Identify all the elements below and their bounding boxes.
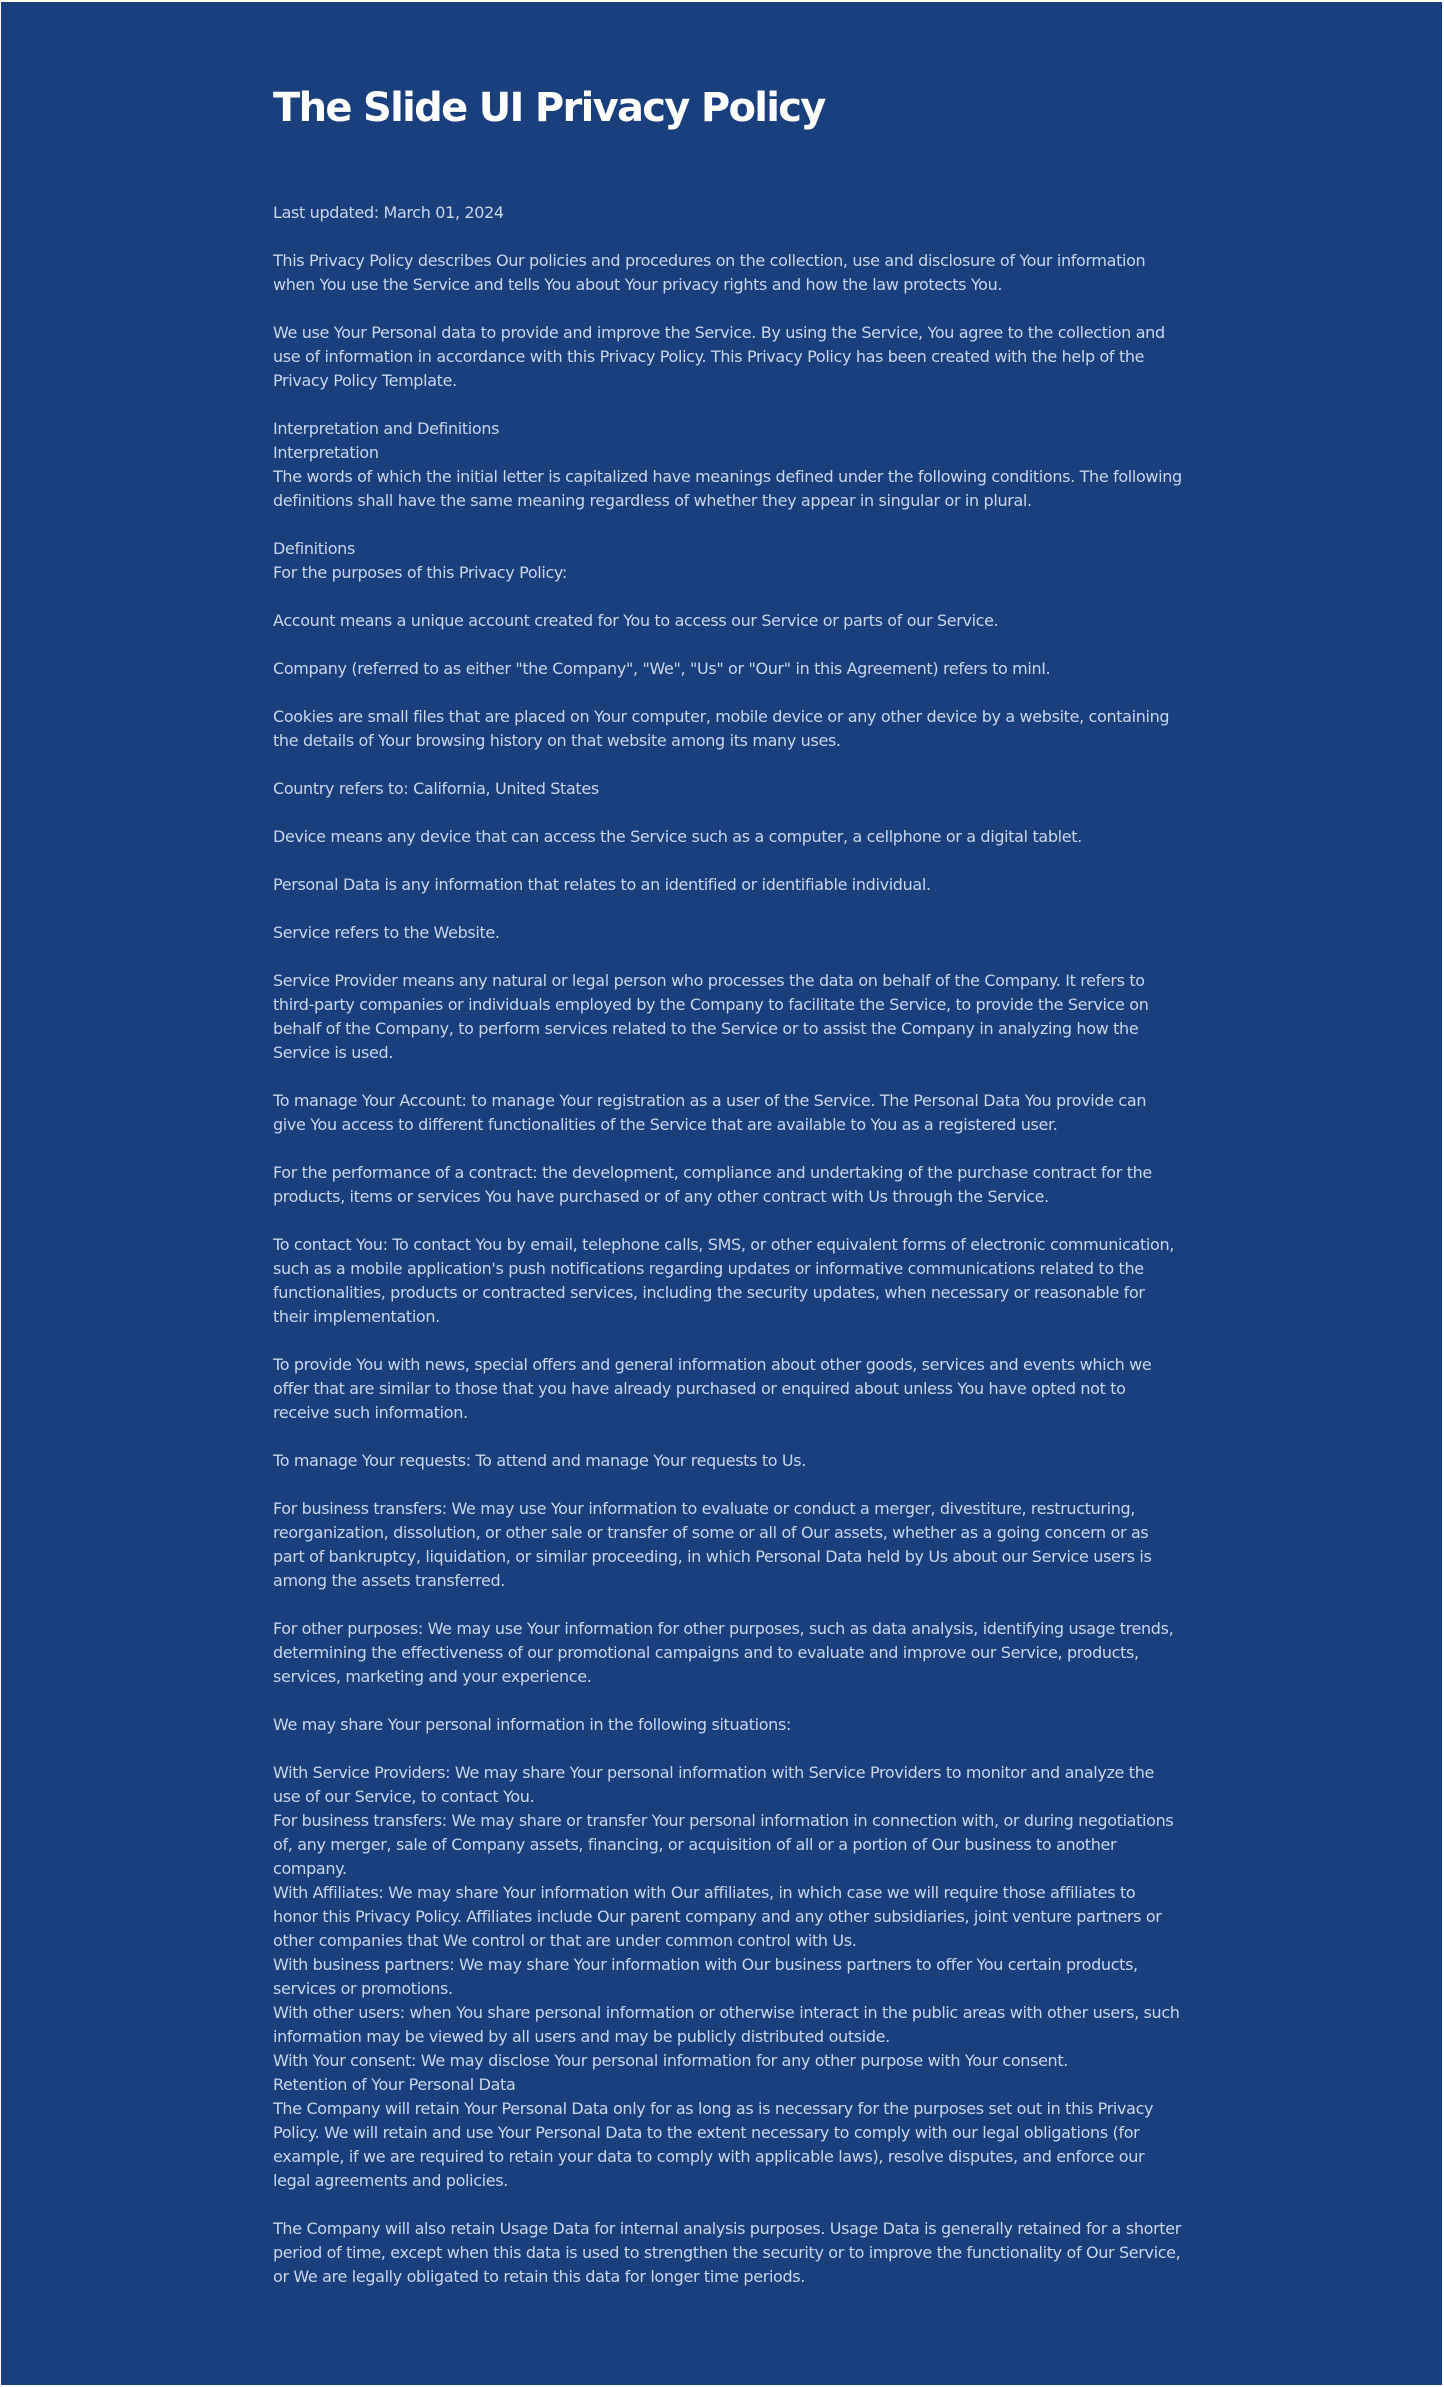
definition-account: Account means a unique account created for You to access our Service or parts of our Service. (273, 611, 999, 630)
definition-cookies: Cookies are small files that are placed on Your computer, mobile device or any other device by a website, containing the details of Your browsing history on that website among its many uses. (273, 707, 1170, 750)
policy-body (273, 201, 1183, 2289)
sharing-affiliates: With Affiliates: We may share Your information with Our affiliates, in which case we will require those affiliates to honor this Privacy Policy. Affiliates include Our parent company and any other subsidiaries, joint venture partners or other companies that We control or that are under common control with Us. (273, 1883, 1162, 1950)
section-heading-interpretation-and-definitions: Interpretation and Definitions (273, 419, 500, 438)
definition-personal-data: Personal Data is any information that relates to an identified or identifiable individual. (273, 875, 931, 894)
intro-paragraph-2: We use Your Personal data to provide and improve the Service. By using the Service, You agree to the collection and use of information in accordance with this Privacy Policy. This Privacy Policy has been created with the help of the Privacy Policy Template. (273, 323, 1165, 390)
use-manage-account: To manage Your Account: to manage Your registration as a user of the Service. The Personal Data You provide can give You access to different functionalities of the Service that are available to You as a registered user. (273, 1091, 1147, 1134)
use-contract: For the performance of a contract: the development, compliance and undertaking of the purchase contract for the products, items or services You have purchased or of any other contract with Us through the Service. (273, 1163, 1152, 1206)
retention-paragraph-2: The Company will also retain Usage Data for internal analysis purposes. Usage Data is generally retained for a shorter period of time, except when this data is used to strengthen the security or to improve the functionality of Our Service, or We are legally obligated to retain this data for longer time periods. (273, 2219, 1181, 2286)
definition-service: Service refers to the Website. (273, 923, 500, 942)
sharing-service-providers: With Service Providers: We may share Your personal information with Service Providers to monitor and analyze the use of our Service, to contact You. (273, 1763, 1154, 1806)
definitions-section (273, 537, 1183, 585)
definitions-intro: For the purposes of this Privacy Policy: (273, 563, 567, 582)
definition-device: Device means any device that can access the Service such as a computer, a cellphone or a digital tablet. (273, 827, 1082, 846)
definition-company: Company (referred to as either "the Company", "We", "Us" or "Our" in this Agreement) refers to minI. (273, 659, 1051, 678)
use-business-transfers: For business transfers: We may use Your information to evaluate or conduct a merger, divestiture, restructuring, reorganization, dissolution, or other sale or transfer of some or all of Our assets, whether as a going concern or as part of bankruptcy, liquidation, or similar proceeding, in which Personal Data held by Us about our Service users is among the assets transferred. (273, 1499, 1152, 1590)
intro-paragraph-1: This Privacy Policy describes Our policies and procedures on the collection, use and disclosure of Your information when You use the Service and tells You about Your privacy rights and how the law protects You. (273, 251, 1146, 294)
subheading-interpretation: Interpretation (273, 443, 379, 462)
sharing-business-partners: With business partners: We may share Your information with Our business partners to offer You certain products, services or promotions. (273, 1955, 1138, 1998)
sharing-intro: We may share Your personal information in the following situations: (273, 1715, 792, 1734)
page-background (1, 2, 1442, 2385)
definition-country: Country refers to: California, United States (273, 779, 599, 798)
interpretation-section (273, 417, 1183, 513)
page-title: The Slide UI Privacy Policy (273, 85, 825, 131)
retention-paragraph-1: The Company will retain Your Personal Data only for as long as is necessary for the purposes set out in this Privacy Policy. We will retain and use Your Personal Data to the extent necessary to comply with our legal obligations (for example, if we are required to retain your data to comply with applicable laws), resolve disputes, and enforce our legal agreements and policies. (273, 2099, 1154, 2190)
use-news: To provide You with news, special offers and general information about other goods, services and events which we offer that are similar to those that you have already purchased or enquired about unless You have opted not to receive such information. (273, 1355, 1152, 1422)
sharing-other-users: With other users: when You share personal information or otherwise interact in the public areas with other users, such information may be viewed by all users and may be publicly distributed outside. (273, 2003, 1180, 2046)
interpretation-text: The words of which the initial letter is capitalized have meanings defined under the following conditions. The following definitions shall have the same meaning regardless of whether they appear in singular or in plural. (273, 467, 1182, 510)
subheading-definitions: Definitions (273, 539, 355, 558)
policy-content (273, 76, 1183, 2289)
use-requests: To manage Your requests: To attend and manage Your requests to Us. (273, 1451, 807, 1470)
subheading-retention: Retention of Your Personal Data (273, 2075, 516, 2094)
use-other-purposes: For other purposes: We may use Your information for other purposes, such as data analysis, identifying usage trends, determining the effectiveness of our promotional campaigns and to evaluate and improve our Service, products, services, marketing and your experience. (273, 1619, 1174, 1686)
sharing-list (273, 1761, 1183, 2193)
sharing-consent: With Your consent: We may disclose Your personal information for any other purpose with Your consent. (273, 2051, 1069, 2070)
use-contact: To contact You: To contact You by email, telephone calls, SMS, or other equivalent forms of electronic communication, such as a mobile application's push notifications regarding updates or informative communications related to the functionalities, products or contracted services, including the security updates, when necessary or reasonable for their implementation. (273, 1235, 1174, 1326)
last-updated: Last updated: March 01, 2024 (273, 203, 504, 222)
sharing-business-transfers: For business transfers: We may share or transfer Your personal information in connection with, or during negotiations of, any merger, sale of Company assets, financing, or acquisition of all or a portion of Our business to another company. (273, 1811, 1174, 1878)
definition-service-provider: Service Provider means any natural or legal person who processes the data on behalf of the Company. It refers to third-party companies or individuals employed by the Company to facilitate the Service, to provide the Service on behalf of the Company, to perform services related to the Service or to assist the Company in analyzing how the Service is used. (273, 971, 1149, 1062)
